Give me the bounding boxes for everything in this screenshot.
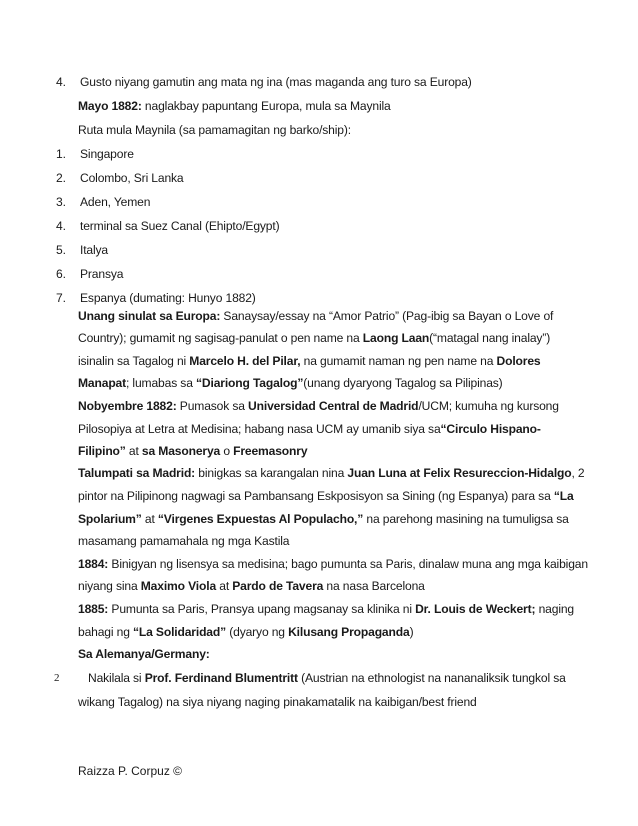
- list-text: Colombo, Sri Lanka: [80, 171, 184, 185]
- paragraph-line: [78, 646, 210, 662]
- bold-text: “Virgenes Expuestas Al Populacho,”: [157, 512, 364, 526]
- bold-text: Laong Laan: [362, 331, 430, 345]
- bold-text: Nobyembre 1882:: [78, 399, 177, 413]
- line-text: , 2: [571, 466, 585, 480]
- paragraph-line: [78, 465, 585, 481]
- paragraph-line: [78, 308, 553, 324]
- paragraph-line: [78, 98, 391, 114]
- line-text: pintor na Pilipinong nagwagi sa Pambansang Eskposisyon sa Sining (ng Espanya) para sa: [78, 489, 554, 503]
- list-text: Italya: [80, 243, 109, 257]
- line-text: Country); gumamit ng sagisag-panulat o pen name na: [78, 331, 363, 345]
- line-text: masamang pamamahala ng mga Kastila: [78, 534, 290, 548]
- paragraph-line: [78, 601, 574, 617]
- bold-text: “La Solidaridad”: [133, 625, 227, 639]
- bold-text: Dr. Louis de Weckert;: [415, 602, 536, 616]
- bold-text: Spolarium”: [78, 512, 142, 526]
- bold-text: Prof. Ferdinand Blumentritt: [144, 671, 298, 685]
- bold-text: Maximo Viola: [140, 579, 217, 593]
- bold-text: sa Masonerya: [141, 444, 221, 458]
- paragraph-line: [78, 578, 425, 594]
- paragraph-line: [78, 398, 559, 414]
- bold-text: Kilusang Propaganda: [288, 625, 410, 639]
- line-text: na parehong masining na tumuligsa sa: [363, 512, 569, 526]
- line-text: (dyaryo ng: [226, 625, 289, 639]
- line-text: (Austrian na ethnologist na nananaliksik tungkol sa: [297, 671, 566, 685]
- list-number: 5.: [56, 243, 66, 257]
- line-text: o: [220, 444, 234, 458]
- line-text: at: [125, 444, 142, 458]
- list-text: Gusto niyang gamutin ang mata ng ina (mas maganda ang turo sa Europa): [80, 75, 472, 89]
- line-text: ): [409, 625, 414, 639]
- bold-text: “La: [553, 489, 574, 503]
- line-text: Nakilala si: [88, 671, 145, 685]
- list-text: terminal sa Suez Canal (Ehipto/Egypt): [80, 219, 280, 233]
- paragraph-line: [78, 122, 351, 138]
- line-text: Pumasok sa: [176, 399, 249, 413]
- bullet-marker: 2: [54, 672, 60, 684]
- line-text: Pumunta sa Paris, Pransya upang magsanay sa klinika ni: [108, 602, 416, 616]
- line-text: wikang Tagalog) na siya niyang naging pinakamatalik na kaibigan/best friend: [78, 695, 477, 709]
- page-footer: Raizza P. Corpuz ©: [78, 764, 182, 778]
- bold-text: Freemasonry: [233, 444, 308, 458]
- list-number: 6.: [56, 267, 66, 281]
- line-text: naging: [535, 602, 575, 616]
- bold-text: “Diariong Tagalog”: [196, 376, 304, 390]
- bold-text: Universidad Central de Madrid: [248, 399, 419, 413]
- list-number: 4.: [56, 219, 66, 233]
- bold-text: “Circulo Hispano-: [440, 422, 541, 436]
- line-text: Pilosopiya at Letra at Medisina; habang nasa UCM ay umanib siya sa: [78, 422, 441, 436]
- list-text: Espanya (dumating: Hunyo 1882): [80, 291, 256, 305]
- bold-text: Talumpati sa Madrid:: [78, 466, 196, 480]
- line-text: at: [141, 512, 158, 526]
- line-text: Sanaysay/essay na “Amor Patrio” (Pag-ibig sa Bayan o Love of: [220, 309, 554, 323]
- line-text: (unang dyaryong Tagalog sa Pilipinas): [303, 376, 503, 390]
- bold-text: 1885:: [78, 602, 109, 616]
- line-text: naglakbay papuntang Europa, mula sa Maynila: [141, 99, 391, 113]
- bold-text: Manapat: [78, 376, 127, 390]
- bold-text: Marcelo H. del Pilar,: [189, 354, 301, 368]
- paragraph-line: [78, 375, 503, 391]
- paragraph-line: [78, 511, 569, 527]
- line-text: na gumamit naman ng pen name na: [300, 354, 497, 368]
- paragraph-line: [78, 488, 574, 504]
- list-text: Aden, Yemen: [80, 195, 151, 209]
- list-number: 7.: [56, 291, 66, 305]
- bold-text: Sa Alemanya/Germany:: [78, 647, 210, 661]
- line-text: at: [216, 579, 233, 593]
- paragraph-line: [78, 443, 307, 459]
- paragraph-line: [88, 670, 566, 686]
- line-text: /UCM; kumuha ng kursong: [418, 399, 559, 413]
- date-label: Mayo 1882:: [78, 99, 142, 113]
- paragraph-line: [78, 556, 588, 572]
- line-text: (“matagal nang inalay”): [429, 331, 551, 345]
- list-text: Singapore: [80, 147, 134, 161]
- line-text: bahagi ng: [78, 625, 133, 639]
- bold-text: Dolores: [496, 354, 541, 368]
- line-text: Ruta mula Maynila (sa pamamagitan ng barko/ship):: [78, 123, 351, 137]
- line-text: niyang sina: [78, 579, 141, 593]
- bold-text: Filipino”: [78, 444, 126, 458]
- list-number: 4.: [56, 75, 66, 89]
- line-text: na nasa Barcelona: [323, 579, 425, 593]
- list-text: Pransya: [80, 267, 124, 281]
- paragraph-line: [78, 624, 413, 640]
- bold-text: Juan Luna at Felix Resureccion-Hidalgo: [347, 466, 572, 480]
- bold-text: Unang sinulat sa Europa:: [78, 309, 221, 323]
- list-number: 2.: [56, 171, 66, 185]
- list-number: 3.: [56, 195, 66, 209]
- paragraph-line: [78, 533, 289, 549]
- bold-text: 1884:: [78, 557, 109, 571]
- paragraph-line: [78, 421, 541, 437]
- paragraph-line: [78, 353, 540, 369]
- line-text: Binigyan ng lisensya sa medisina; bago pumunta sa Paris, dinalaw muna ang mga kaibigan: [108, 557, 588, 571]
- list-number: 1.: [56, 147, 66, 161]
- line-text: ; lumabas sa: [126, 376, 196, 390]
- line-text: binigkas sa karangalan nina: [195, 466, 348, 480]
- line-text: isinalin sa Tagalog ni: [78, 354, 190, 368]
- paragraph-line: [78, 694, 477, 710]
- paragraph-line: [78, 330, 550, 346]
- bold-text: Pardo de Tavera: [232, 579, 324, 593]
